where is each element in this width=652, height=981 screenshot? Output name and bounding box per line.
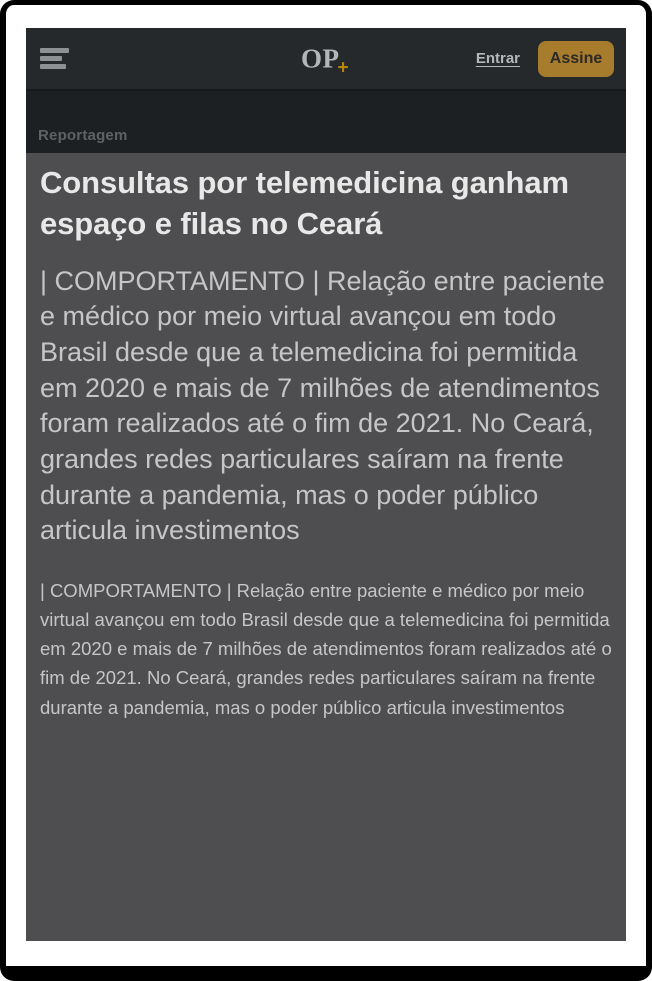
subscribe-button[interactable]: Assine [538,41,614,77]
article-body-paragraph: | COMPORTAMENTO | Relação entre paciente e médico por meio virtual avançou em todo Brasil desde que a telemedicina foi permitida em 2020 e mais de 7 milhões de atendimentos foram realizados até o fim de 2021. No Ceará, grandes redes particulares saíram na frente durante a pandemia, mas o poder público articula investimentos [40,579,612,718]
app-screen [26,28,626,941]
article-main [26,153,626,941]
app-header [26,28,626,91]
logo-text: OP [300,43,340,73]
hamburger-bar [40,64,66,69]
article-title: Consultas por telemedicina ganham espaço e filas no Ceará [40,165,569,241]
hamburger-bar [40,56,62,61]
hamburger-bar [40,48,69,53]
header-actions [476,41,614,77]
logo-plus-icon: + [337,57,350,78]
login-link[interactable]: Entrar [475,50,520,67]
category-label: Reportagem [38,127,128,144]
category-bar [26,91,626,153]
hamburger-icon[interactable] [38,42,71,75]
op-plus-logo[interactable] [300,43,351,78]
article-lead: | COMPORTAMENTO | Relação entre paciente e médico por meio virtual avançou em todo Brasil desde que a telemedicina foi permitida em 2020 e mais de 7 milhões de atendimentos foram realizados até o fim de 2021. No Ceará, grandes redes particulares saíram na frente durante a pandemia, mas o poder público articula investimentos [40,265,605,546]
